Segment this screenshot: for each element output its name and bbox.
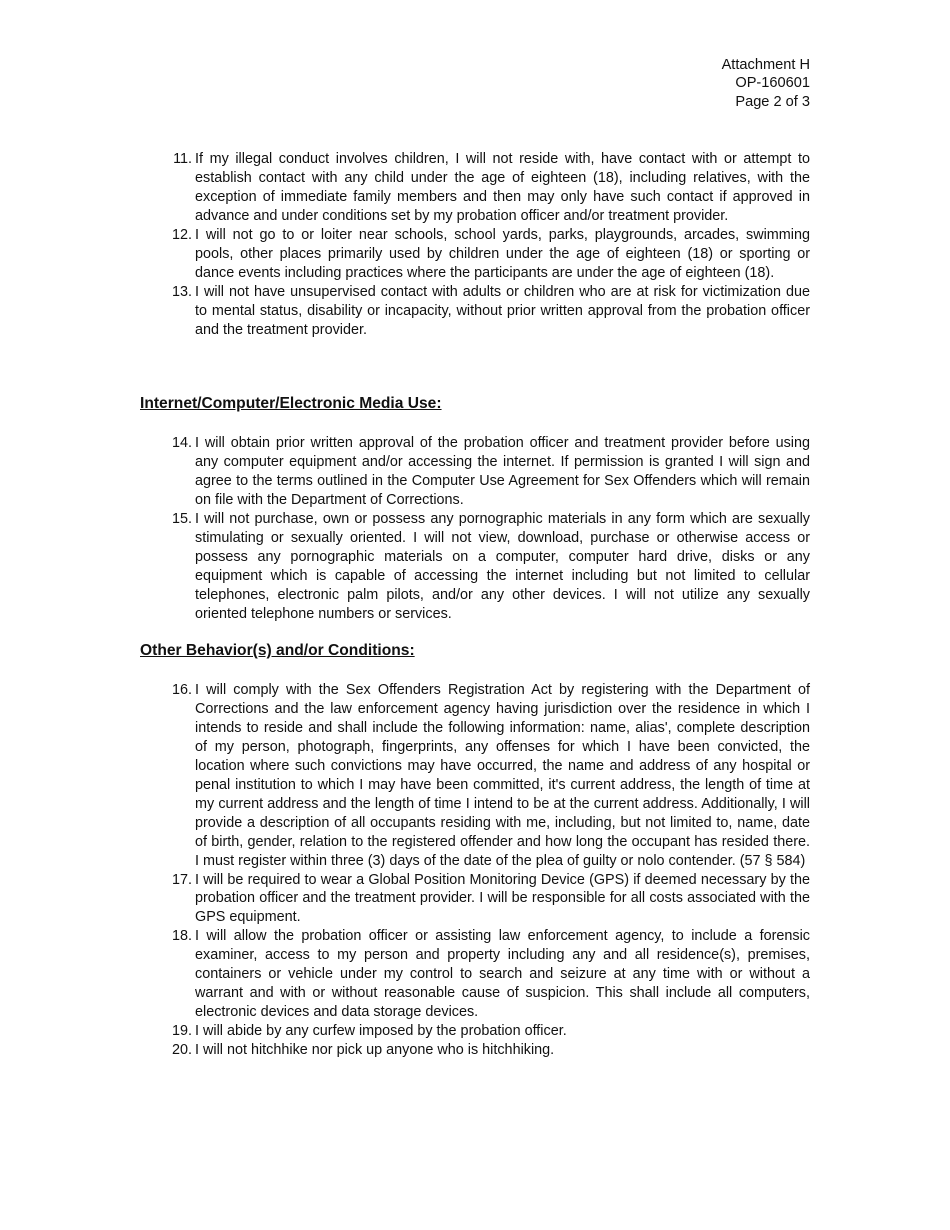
item-text: I will be required to wear a Global Position Monitoring Device (GPS) if deemed necessary by the probation officer and the treatment provider. I will be responsible for all costs associated with the GPS equipment. — [195, 871, 810, 926]
item-number: 12. — [171, 226, 192, 243]
conditions-group-other — [140, 681, 810, 1060]
item-text: I will not go to or loiter near schools, school yards, parks, playgrounds, arcades, swimming pools, other places primarily used by children under the age of eighteen (18) or sporting or dance events including practices where the participants are under the age of eighteen (18). — [195, 226, 810, 281]
conditions-group-children — [140, 150, 810, 340]
item-text: If my illegal conduct involves children, I will not reside with, have contact with or attempt to establish contact with any child under the age of eighteen (18), including relatives, with the exception of immediate family members and then may only have such contact if approved in advance and under conditions set by my probation officer and/or treatment provider. — [195, 151, 810, 224]
condition-item — [140, 283, 810, 340]
condition-item — [140, 1041, 810, 1060]
item-number: 20. — [171, 1042, 192, 1059]
document-number: OP-160601 — [735, 75, 810, 92]
item-number: 11. — [173, 151, 192, 167]
item-number: 15. — [171, 510, 192, 527]
page-header — [722, 56, 810, 111]
condition-item — [140, 927, 810, 1022]
item-text: I will not have unsupervised contact with adults or children who are at risk for victimization due to mental status, disability or incapacity, without prior written approval from the probation officer and the treatment provider. — [195, 283, 810, 338]
item-number: 18. — [171, 928, 192, 945]
page-number: Page 2 of 3 — [735, 93, 810, 110]
item-number: 19. — [171, 1023, 192, 1040]
item-text: I will not purchase, own or possess any pornographic materials in any form which are sexually stimulating or sexually oriented. I will not view, download, purchase or otherwise access or possess any pornographic materials on a computer, computer hard drive, disks or any equipment which is capable of accessing the internet including but not limited to cellular telephones, electronic palm pilots, and/or any other devices. I will not utilize any sexually oriented telephone numbers or services. — [195, 510, 810, 622]
item-text: I will not hitchhike nor pick up anyone who is hitchhiking. — [195, 1042, 555, 1059]
item-number: 13. — [171, 283, 192, 300]
condition-item — [140, 510, 810, 624]
conditions-group-internet — [140, 434, 810, 624]
item-number: 14. — [171, 435, 192, 451]
item-number: 16. — [171, 682, 192, 698]
condition-item — [140, 150, 810, 226]
item-text: I will comply with the Sex Offenders Registration Act by registering with the Department of Corrections and the law enforcement agency having jurisdiction over the residence in which I intends to reside and shall include the following information: name, alias', complete description of my person, photograph, fingerprints, any offenses for which I have been convicted, the location where such convictions may have occurred, the name and address of any hospital or penal institution to which I may have been committed, it's current address, the length of time at my current address and the length of time I intend to be at the current address. Additionally, I will provide a description of all occupants residing with me, including, but not limited to, name, date of birth, gender, relation to the registered offender and how long the occupant has resided there. I must register within three (3) days of the date of the plea of guilty or nolo contender. (57 § 584) — [195, 682, 810, 869]
condition-item — [140, 681, 810, 871]
item-text: I will abide by any curfew imposed by the probation officer. — [195, 1023, 567, 1040]
other-section-title: Other Behavior(s) and/or Conditions: — [140, 642, 415, 659]
item-text: I will obtain prior written approval of the probation officer and treatment provider before using any computer equipment and/or accessing the internet. If permission is granted I will sign and agree to the terms outlined in the Computer Use Agreement for Sex Offenders which will remain on file with the Department of Corrections. — [195, 435, 810, 508]
condition-item — [140, 226, 810, 283]
item-number: 17. — [171, 871, 192, 888]
item-text: I will allow the probation officer or assisting law enforcement agency, to include a forensic examiner, access to my person and property including any and all residence(s), premises, containers or vehicle under my control to search and seizure at any time with or without a warrant and with or without reasonable cause of suspicion. This shall include all computers, electronic devices and data storage devices. — [195, 928, 810, 1021]
condition-item — [140, 434, 810, 510]
internet-section-title: Internet/Computer/Electronic Media Use: — [140, 395, 442, 412]
condition-item — [140, 871, 810, 928]
attachment-label: Attachment H — [721, 57, 810, 73]
condition-item — [140, 1022, 810, 1041]
